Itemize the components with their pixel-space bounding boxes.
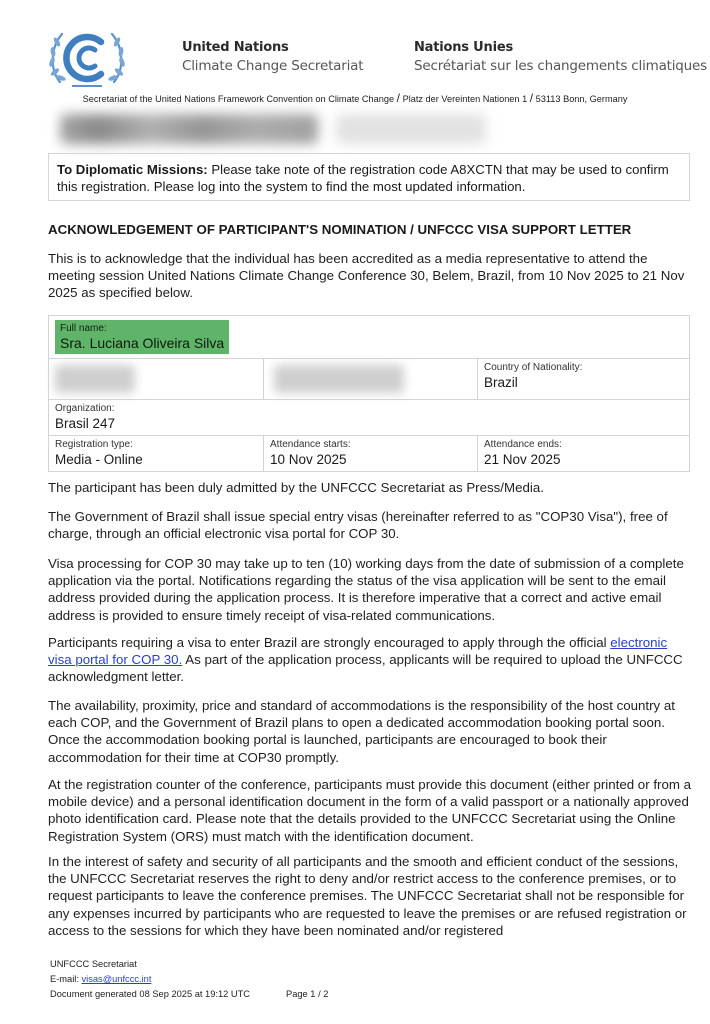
unfccc-laurel-logo-icon xyxy=(46,24,128,94)
intro-paragraph: This is to acknowledge that the individual has been accredited as a media representative to attend the meeting session United Nations Climate Change Conference 30, Belem, Brazil, from 10 Nov 2025 to 21 Nov 2025 as specified below. xyxy=(48,251,685,301)
org-name-french xyxy=(414,40,707,74)
registration-type-cell xyxy=(49,436,263,471)
letter-title: ACKNOWLEDGEMENT OF PARTICIPANT'S NOMINATION / UNFCCC VISA SUPPORT LETTER xyxy=(48,222,632,237)
registration-counter-paragraph: At the registration counter of the conference, participants must provide this document (either printed or from a mobile device) and a personal identification document in the form of a valid passport or a nationally approved photo identification card. Please note that the details provided to the UNFCCC Secretariat using the Online Registration System (ORS) must match with the identification document. xyxy=(48,777,692,844)
org-subtitle-en: Climate Change Secretariat xyxy=(182,58,364,74)
footer-email-link[interactable]: visas@unfccc.int xyxy=(81,974,152,984)
footer-generated: Document generated 08 Sep 2025 at 19:12 UTC xyxy=(50,989,251,999)
redacted-cell xyxy=(49,359,263,399)
nationality-cell xyxy=(477,359,689,399)
address-line-city: 53113 Bonn, Germany xyxy=(535,94,628,104)
redacted-block xyxy=(274,365,404,393)
footer-org: UNFCCC Secretariat xyxy=(50,959,137,969)
visa-portal-text-before: Participants requiring a visa to enter Brazil are strongly encouraged to apply through the official xyxy=(48,635,611,650)
row-full-name xyxy=(49,316,689,358)
footer-generated-line xyxy=(50,987,328,1002)
organization-cell xyxy=(49,400,689,435)
row-registration xyxy=(49,435,689,471)
notice-text: Please take note of the registration code A8XCTN that may be used to confirm this registration. Please log into the system to find the most updated information. xyxy=(57,162,669,194)
full-name-cell xyxy=(49,316,689,358)
address-separator: / xyxy=(396,91,400,105)
organization-value: Brasil 247 xyxy=(55,416,116,431)
visa-portal-text-after: As part of the application process, applicants will be required to upload the UNFCCC acknowledgment letter. xyxy=(48,652,683,685)
full-name-value: Sra. Luciana Oliveira Silva xyxy=(60,335,225,351)
nationality-label: Country of Nationality: xyxy=(484,362,583,373)
visa-issue-paragraph: The Government of Brazil shall issue special entry visas (hereinafter referred to as "COP30 Visa"), free of charge, through an official electronic visa portal for COP 30. xyxy=(48,509,668,542)
footer-email-label: E-mail: xyxy=(50,974,82,984)
org-name-english xyxy=(182,40,363,74)
org-subtitle-fr: Secrétariat sur les changements climatiques xyxy=(414,58,707,74)
address-separator: / xyxy=(529,91,534,105)
address-line-street: Platz der Vereinten Nationen 1 xyxy=(402,94,528,104)
secretariat-address xyxy=(0,91,710,105)
visa-processing-paragraph: Visa processing for COP 30 may take up to ten (10) working days from the date of submission of a complete application via the portal. Notifications regarding the status of the visa application will be sent to the email address provided during the application process. It is therefore imperative that a correct and active email address is provided to ensure timely receipt of visa-related communications. xyxy=(48,556,684,623)
redacted-block xyxy=(60,114,318,144)
document-footer xyxy=(50,957,328,1002)
notice-label: To Diplomatic Missions: xyxy=(57,162,208,177)
attendance-ends-label: Attendance ends: xyxy=(484,439,562,450)
full-name-highlight xyxy=(55,320,229,354)
redacted-cell xyxy=(263,359,477,399)
diplomatic-missions-notice xyxy=(48,153,690,201)
letterhead xyxy=(0,0,710,110)
attendance-ends-cell xyxy=(477,436,689,471)
full-name-label: Full name: xyxy=(60,323,107,334)
admission-paragraph: The participant has been duly admitted by the UNFCCC Secretariat as Press/Media. xyxy=(48,480,544,495)
redacted-block xyxy=(55,365,135,393)
accommodation-paragraph: The availability, proximity, price and standard of accommodations is the responsibility of the host country at each COP, and the Government of Brazil plans to open a dedicated accommodation booking portal soon. Once the accommodation booking portal is launched, participants are encouraged to book their accommodation for their time at COP30 promptly. xyxy=(48,698,675,765)
visa-portal-paragraph xyxy=(48,634,694,686)
organization-label: Organization: xyxy=(55,403,115,414)
page-number: Page 1 / 2 xyxy=(286,989,329,999)
visa-portal-link[interactable]: electronic visa portal for COP 30. xyxy=(48,635,668,668)
nationality-value: Brazil xyxy=(484,375,518,390)
registration-type-label: Registration type: xyxy=(55,439,133,450)
attendance-ends-value: 21 Nov 2025 xyxy=(484,452,561,467)
attendance-starts-value: 10 Nov 2025 xyxy=(270,452,347,467)
row-organization xyxy=(49,399,689,435)
attendance-starts-label: Attendance starts: xyxy=(270,439,351,450)
org-title-fr: Nations Unies xyxy=(414,40,513,55)
row-nationality xyxy=(49,358,689,399)
security-paragraph: In the interest of safety and security of all participants and the smooth and efficient conduct of the sessions, the UNFCCC Secretariat reserves the right to deny and/or restrict access to the conference premises, or to request participants to leave the conference premises. The UNFCCC Secretariat shall not be responsible for any expenses incurred by participants who are requested to leave the premises or are refused registration or access to the sessions for which they have been nominated and/or registered xyxy=(48,854,687,938)
address-line-org: Secretariat of the United Nations Framework Convention on Climate Change xyxy=(82,94,395,104)
attendance-starts-cell xyxy=(263,436,477,471)
footer-email-line xyxy=(50,972,328,987)
registration-type-value: Media - Online xyxy=(55,452,143,467)
redacted-block xyxy=(336,114,486,144)
org-title-en: United Nations xyxy=(182,40,289,55)
participant-details-table xyxy=(48,315,690,472)
